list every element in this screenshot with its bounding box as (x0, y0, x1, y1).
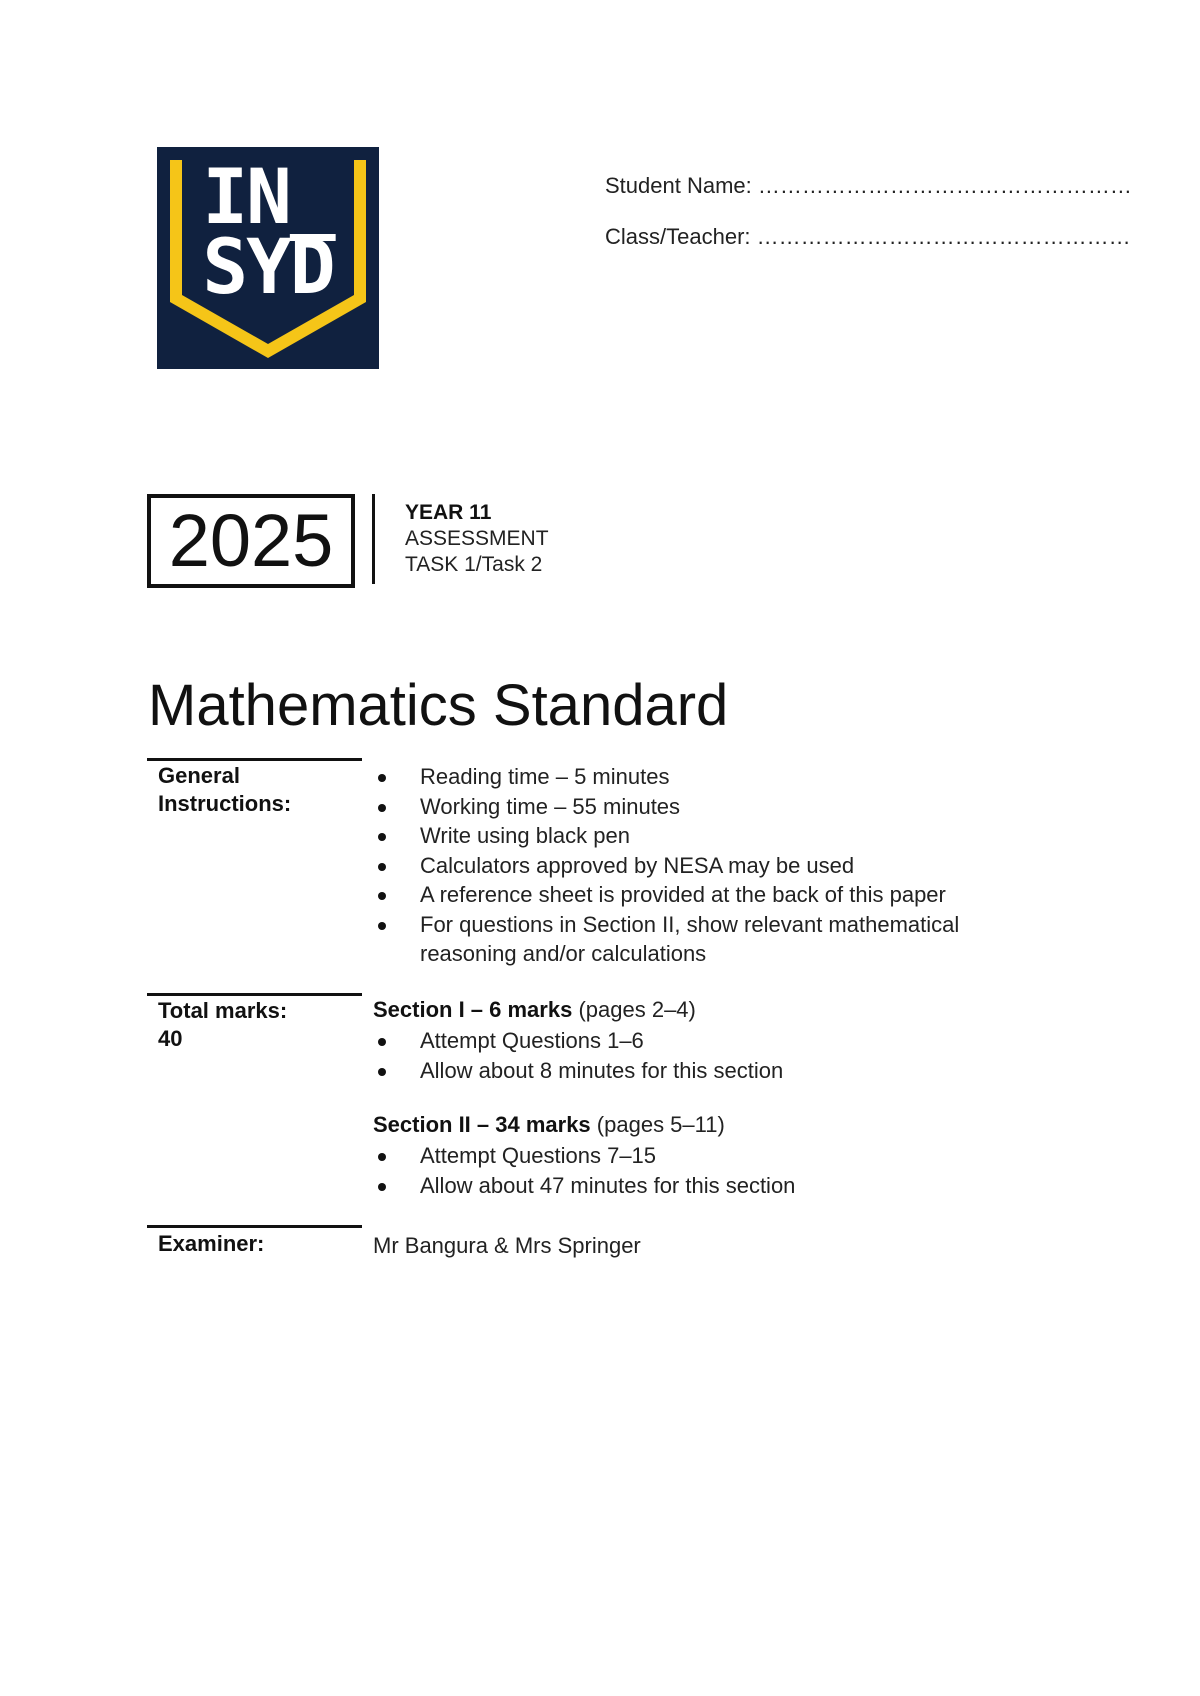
vertical-divider (372, 494, 375, 584)
section2-list (373, 1141, 795, 1200)
section1-list (373, 1026, 783, 1085)
row-divider (147, 993, 362, 996)
row-divider (147, 1225, 362, 1228)
logo-line1: IN_ (202, 152, 334, 241)
instructions-list (373, 762, 1033, 969)
task-block (405, 500, 549, 578)
section1-heading: Section I – 6 marks (pages 2–4) (373, 997, 696, 1022)
examiner-label: Examiner: (158, 1231, 265, 1256)
list-item: Allow about 47 minutes for this section (373, 1171, 795, 1201)
school-logo (157, 147, 379, 369)
general-instructions-label: General Instructions: (158, 763, 292, 816)
row-divider (147, 758, 362, 761)
class-teacher-field: Class/Teacher: …………………………………………… (605, 224, 1131, 249)
section2-heading: Section II – 34 marks (pages 5–11) (373, 1112, 725, 1137)
task-line2: TASK 1/Task 2 (405, 553, 543, 576)
task-line1: ASSESSMENT (405, 527, 549, 550)
list-item: A reference sheet is provided at the back of this paper (373, 880, 1033, 910)
list-item: Working time – 55 minutes (373, 792, 1033, 822)
list-item: Write using black pen (373, 821, 1033, 851)
list-item: Attempt Questions 7–15 (373, 1141, 795, 1171)
list-item: Allow about 8 minutes for this section (373, 1056, 783, 1086)
year-box: 2025 (147, 494, 355, 588)
examiner-value: Mr Bangura & Mrs Springer (373, 1233, 641, 1258)
list-item: Attempt Questions 1–6 (373, 1026, 783, 1056)
total-marks-value: 40 (158, 1026, 183, 1051)
student-name-field: Student Name: …………………………………………… (605, 173, 1132, 198)
list-item: Calculators approved by NESA may be used (373, 851, 1033, 881)
list-item: Reading time – 5 minutes (373, 762, 1033, 792)
page-title: Mathematics Standard (148, 673, 729, 738)
logo-line2: SYD (202, 222, 334, 311)
list-item: For questions in Section II, show relevant mathematical reasoning and/or calculations (373, 910, 1033, 969)
total-marks-label: Total marks: 40 (158, 998, 288, 1051)
year-level: YEAR 11 (405, 501, 492, 524)
